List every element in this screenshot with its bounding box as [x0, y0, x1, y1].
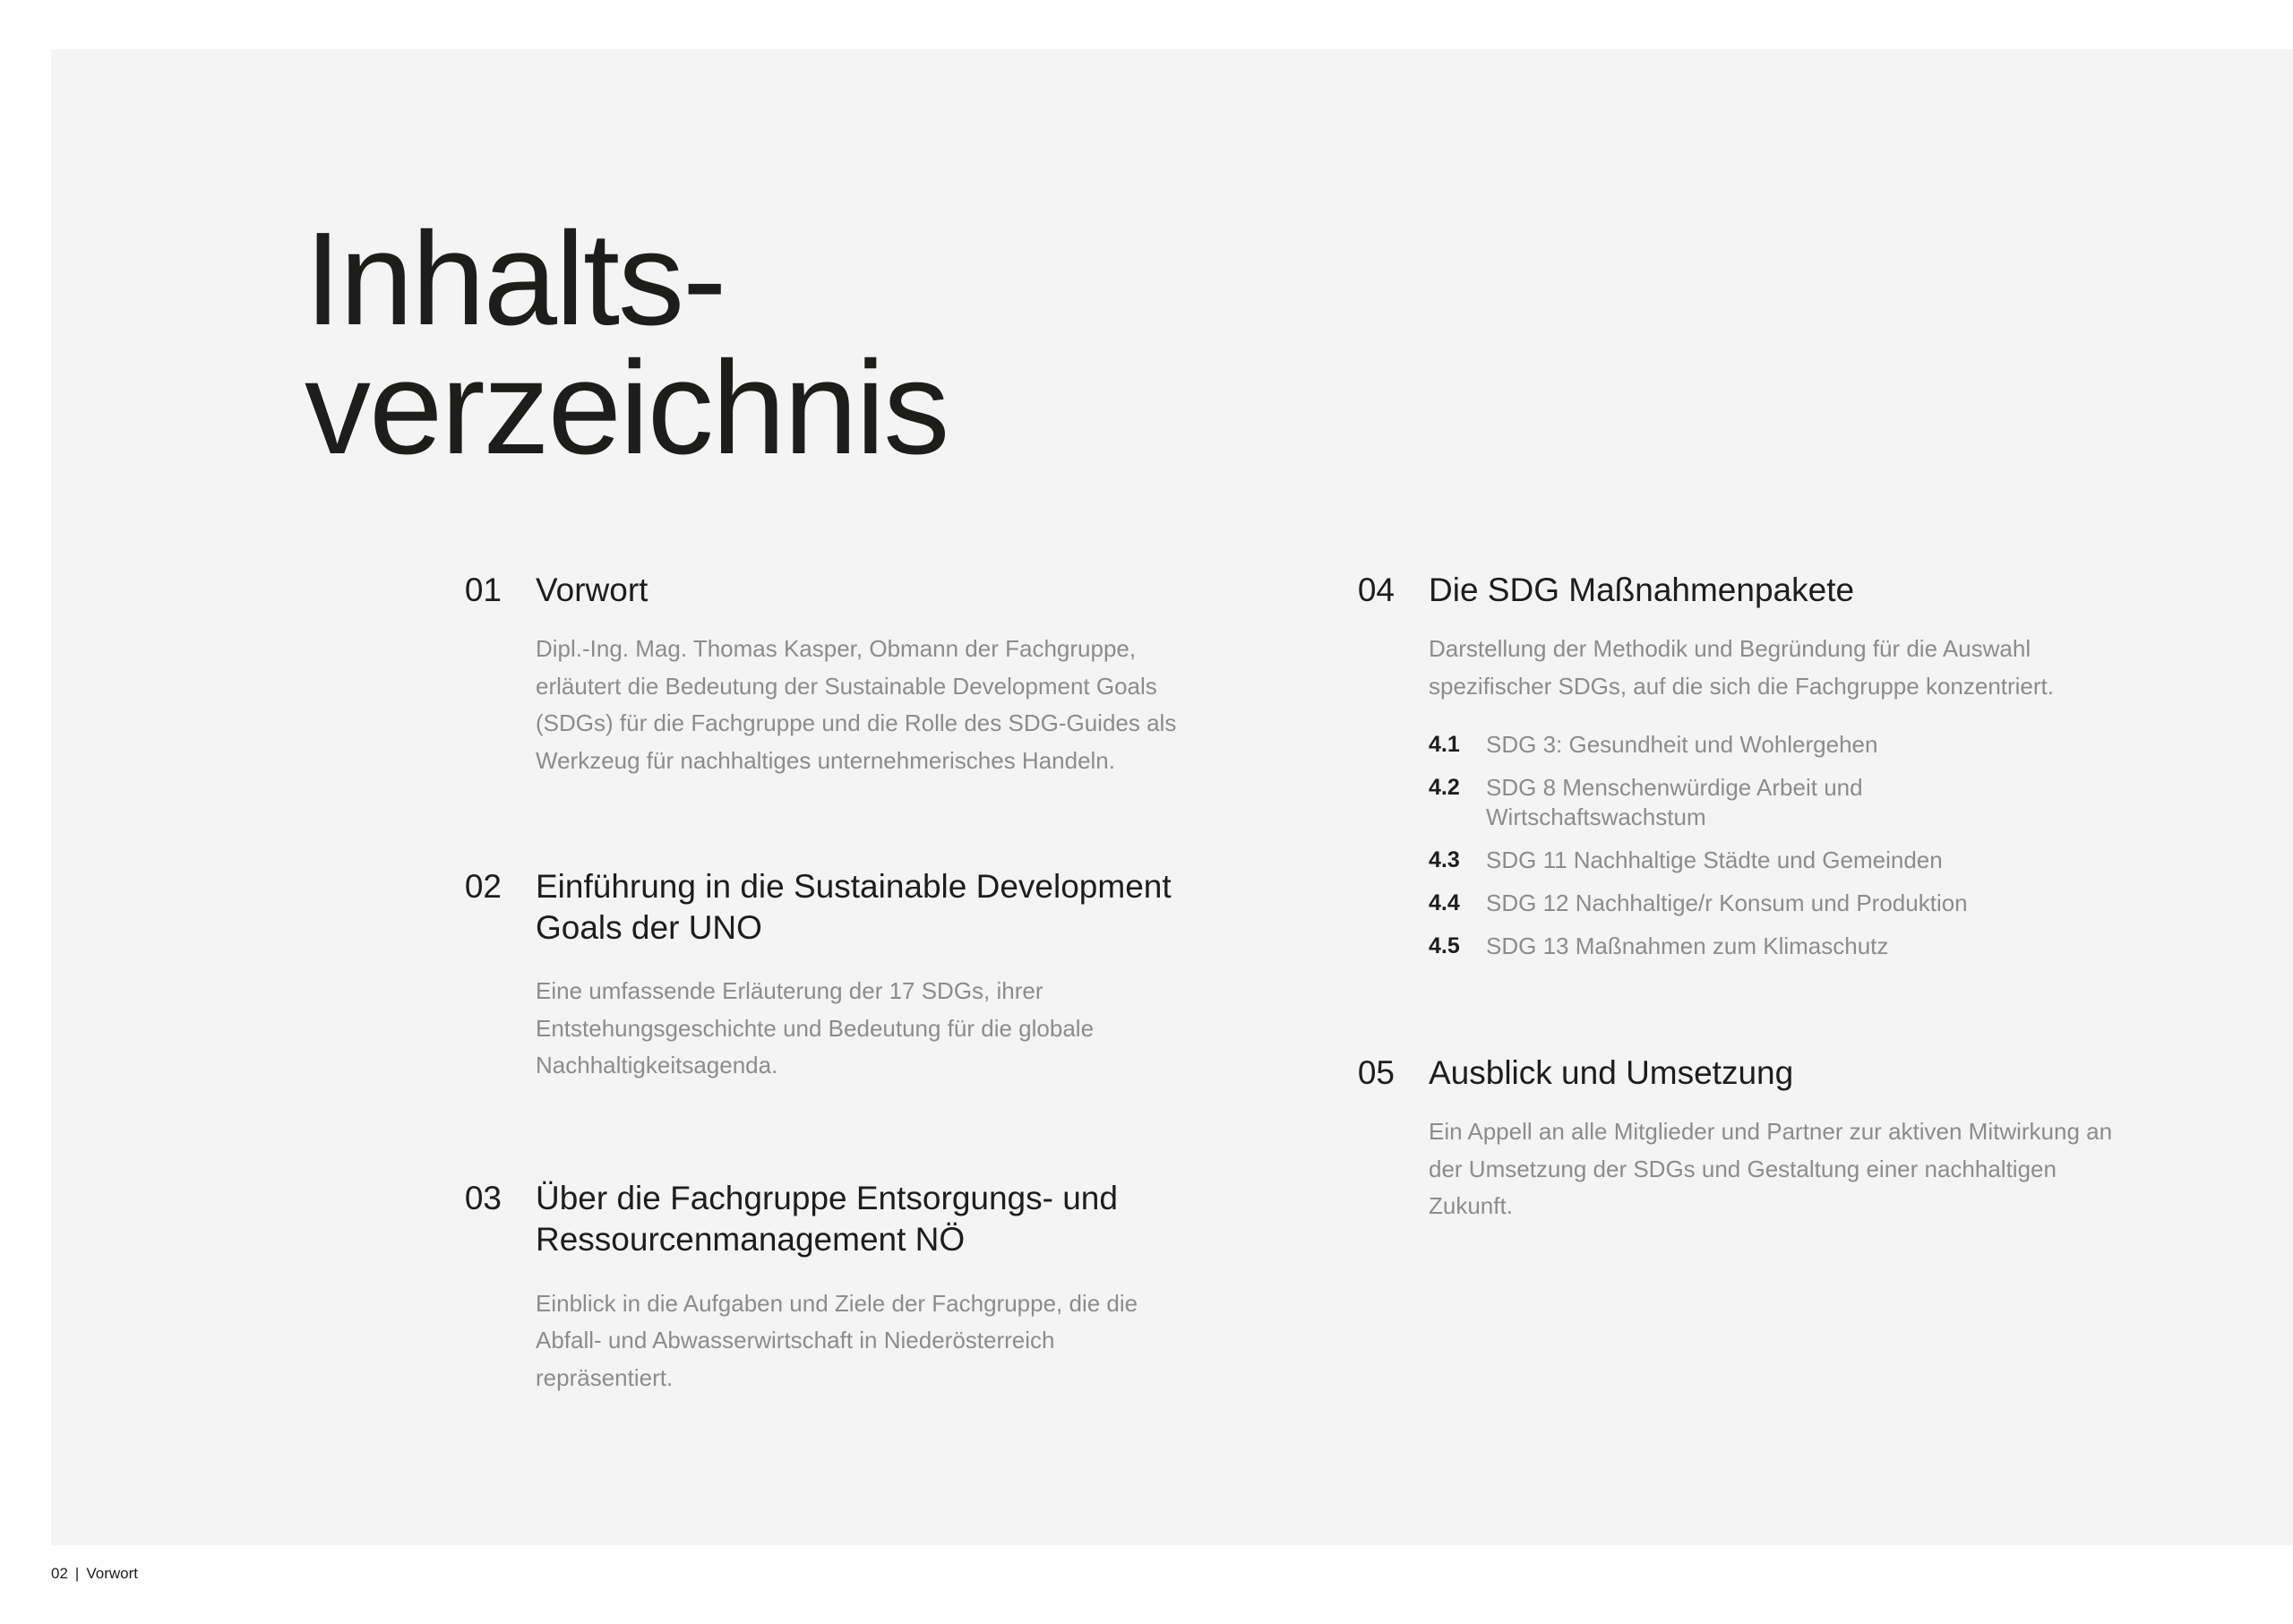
toc-section-title: Über die Fachgruppe Entsorgungs- und Ressourcenmanagement NÖ [536, 1179, 1118, 1258]
toc-column-right [1341, 570, 2147, 1225]
toc-section-description: Ein Appell an alle Mitglieder und Partner zur aktiven Mitwirkung an der Umsetzung der SDGs und Gestaltung einer nachhaltigen Zukunft. [1429, 1118, 2113, 1219]
toc-section-03[interactable] [448, 1178, 1254, 1397]
page-title-line-2: verzeichnis [305, 334, 949, 482]
toc-section-title: Vorwort [536, 571, 648, 608]
page-title [305, 205, 949, 482]
toc-subsection-number: 4.1 [1429, 732, 1460, 757]
toc-section-title: Einführung in die Sustainable Development Goals der UNO [536, 868, 1172, 946]
toc-subsection-text: SDG 13 Maßnahmen zum Klimaschutz [1486, 932, 1889, 959]
toc-section-number: 01 [464, 571, 502, 608]
toc-subsection-number: 4.4 [1429, 890, 1460, 915]
toc-subsection-text: SDG 11 Nachhaltige Städte und Gemeinden [1486, 846, 1943, 873]
toc-subsection-text: SDG 12 Nachhaltige/r Konsum und Produktion [1486, 889, 1968, 916]
toc-subsection-number: 4.2 [1429, 775, 1460, 800]
toc-subsection-4-5[interactable] [1429, 932, 2041, 961]
toc-column-left [448, 570, 1254, 1396]
toc-section-description: Dipl.-Ing. Mag. Thomas Kasper, Obmann der Fachgruppe, erläutert die Bedeutung der Sustainable Development Goals (SDGs) für die Fachgruppe und die Rolle des SDG-Guides als Werkzeug für nachhaltiges unternehmerisches Handeln. [536, 635, 1177, 774]
toc-section-number: 02 [464, 868, 502, 905]
toc-subsection-number: 4.3 [1429, 847, 1460, 872]
toc-section-title: Die SDG Maßnahmenpakete [1429, 571, 1855, 608]
toc-subsection-list [1429, 730, 2147, 961]
toc-subsection-4-4[interactable] [1429, 889, 2041, 918]
footer-page-number: 02 [51, 1565, 68, 1582]
toc-section-description: Darstellung der Methodik und Begründung für die Auswahl spezifischer SDGs, auf die sich die Fachgruppe konzentriert. [1429, 635, 2055, 700]
page-title-line-1: Inhalts- [305, 205, 726, 353]
toc-section-04[interactable] [1341, 570, 2147, 961]
toc-section-description: Einblick in die Aufgaben und Ziele der Fachgruppe, die die Abfall- und Abwasserwirtschaft in Niederösterreich repräsentiert. [536, 1289, 1138, 1391]
toc-subsection-number: 4.5 [1429, 933, 1460, 958]
toc-subsection-4-3[interactable] [1429, 846, 2041, 875]
toc-subsection-text: SDG 3: Gesundheit und Wohlergehen [1486, 731, 1878, 758]
toc-section-description: Eine umfassende Erläuterung der 17 SDGs, ihrer Entstehungsgeschichte und Bedeutung für die globale Nachhaltigkeitsagenda. [536, 977, 1095, 1078]
toc-section-02[interactable] [448, 866, 1254, 1085]
toc-section-05[interactable] [1341, 1053, 2147, 1225]
footer-separator: | [74, 1565, 80, 1582]
toc-subsection-4-2[interactable] [1429, 773, 2041, 832]
page-footer [51, 1564, 138, 1584]
toc-section-number: 05 [1357, 1054, 1395, 1091]
toc-subsection-text: SDG 8 Menschenwürdige Arbeit und Wirtschaftswachstum [1486, 774, 1863, 830]
toc-subsection-4-1[interactable] [1429, 730, 2041, 760]
toc-section-number: 04 [1357, 571, 1395, 608]
toc-section-number: 03 [464, 1179, 502, 1216]
toc-section-01[interactable] [448, 570, 1254, 779]
toc-section-title: Ausblick und Umsetzung [1429, 1054, 1794, 1091]
footer-section-name: Vorwort [86, 1565, 138, 1582]
